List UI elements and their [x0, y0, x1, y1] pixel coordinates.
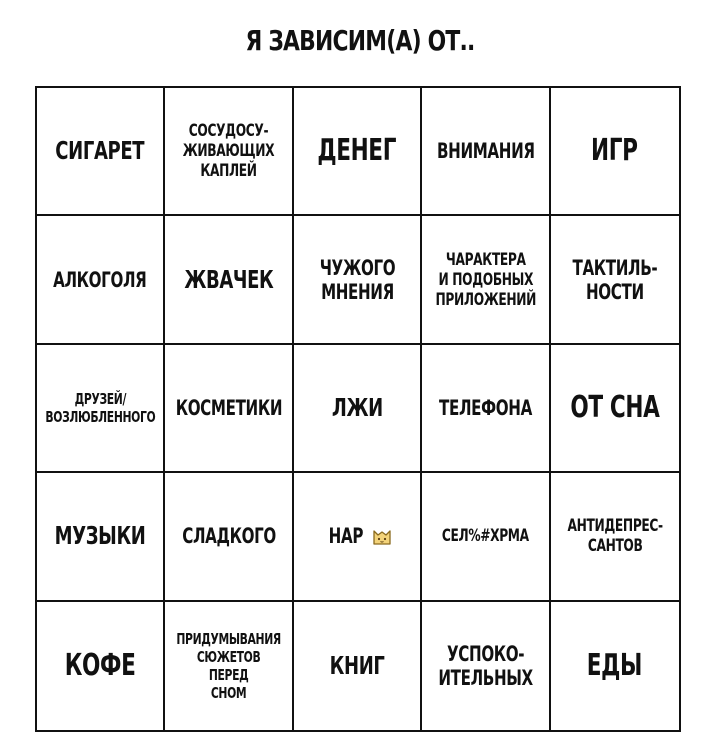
bingo-cell[interactable] [165, 602, 293, 730]
bingo-cell[interactable] [551, 345, 679, 473]
bingo-cell[interactable] [294, 216, 422, 344]
bingo-cell[interactable] [165, 216, 293, 344]
cell-label: НАР [328, 524, 364, 549]
bingo-cell[interactable] [294, 602, 422, 730]
bingo-cell[interactable] [294, 345, 422, 473]
bingo-grid [35, 86, 681, 732]
bingo-cell[interactable] [422, 473, 550, 601]
cell-label: АНТИДЕПРЕС- САНТОВ [567, 516, 663, 557]
bingo-cell[interactable] [551, 602, 679, 730]
bingo-cell[interactable] [422, 345, 550, 473]
cell-label: КНИГ [329, 650, 385, 680]
bingo-cell[interactable] [294, 473, 422, 601]
cell-label: ЧУЖОГО МНЕНИЯ [319, 255, 395, 304]
cell-label: АЛКОГОЛЯ [53, 267, 147, 292]
cell-label: КОСМЕТИКИ [175, 395, 282, 420]
cat-face-icon [372, 527, 392, 545]
cell-label: СОСУДОСУ- ЖИВАЮЩИХ КАПЛЕЙ [182, 121, 275, 182]
bingo-cell[interactable] [37, 88, 165, 216]
cell-label: СЛАДКОГО [181, 524, 276, 549]
page-title: Я ЗАВИСИМ(А) ОТ.. [245, 24, 475, 57]
cell-label: ЛЖИ [331, 392, 383, 422]
bingo-cell[interactable] [37, 216, 165, 344]
bingo-cell[interactable] [422, 88, 550, 216]
cell-label: ЖВАЧЕК [184, 264, 274, 294]
bingo-cell[interactable] [294, 88, 422, 216]
bingo-cell[interactable] [422, 602, 550, 730]
bingo-cell[interactable] [422, 216, 550, 344]
cell-label: СИГАРЕТ [55, 136, 145, 166]
cell-label: ОТ СНА [570, 389, 660, 425]
bingo-cell[interactable] [551, 88, 679, 216]
cell-label: МУЗЫКИ [54, 521, 146, 551]
cell-label: ВНИМАНИЯ [436, 139, 535, 164]
cell-label: ЧАРАКТЕРА И ПОДОБНЫХ ПРИЛОЖЕНИЙ [435, 249, 536, 310]
cell-label: ПРИДУМЫВАНИЯ СЮЖЕТОВ ПЕРЕД СНОМ [176, 629, 281, 702]
cell-label: ИГР [591, 133, 639, 169]
cell-label: ТАКТИЛЬ- НОСТИ [572, 255, 658, 304]
bingo-cell[interactable] [551, 216, 679, 344]
bingo-cell[interactable] [37, 602, 165, 730]
cell-label: СЕЛ%#ХРМА [441, 526, 529, 547]
cell-label: КОФЕ [64, 647, 136, 683]
bingo-cell[interactable] [37, 473, 165, 601]
cell-label: ТЕЛЕФОНА [438, 395, 532, 420]
cell-label: ДЕНЕГ [317, 133, 397, 169]
bingo-cell[interactable] [165, 88, 293, 216]
cell-label: ЕДЫ [587, 647, 643, 683]
bingo-cell[interactable] [37, 345, 165, 473]
bingo-cell[interactable] [165, 473, 293, 601]
cell-label: УСПОКО- ИТЕЛЬНЫХ [438, 641, 533, 690]
bingo-cell[interactable] [165, 345, 293, 473]
bingo-cell[interactable] [551, 473, 679, 601]
cell-label: ДРУЗЕЙ/ ВОЗЛЮБЛЕННОГО [45, 389, 156, 426]
